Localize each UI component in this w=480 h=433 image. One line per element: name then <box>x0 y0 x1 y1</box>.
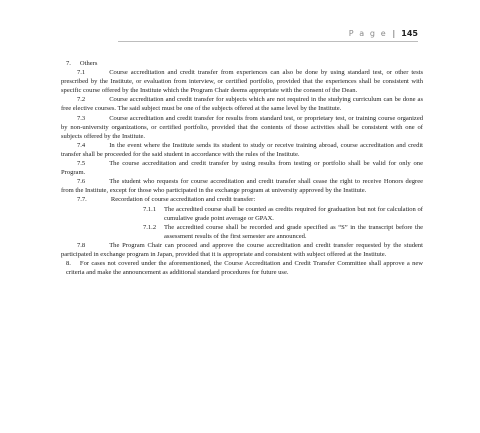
header-rule <box>118 41 418 42</box>
clause-number: 7.4 <box>77 141 86 149</box>
paragraph-7-6 <box>61 177 423 195</box>
clause-number: 7.1 <box>77 69 86 77</box>
page-header <box>349 29 418 38</box>
clause-text: Course accreditation and credit transfer for results from standard test, or proprietary test, or training course organized by non-university organizations, or certified portfolio, provided that the contents of those activities shall be consistent with one of subjects offered by the Institute. <box>61 114 423 140</box>
paragraph-8 <box>61 259 423 277</box>
paragraph-7-7 <box>61 195 423 204</box>
paragraph-7-7-1 <box>61 205 423 223</box>
clause-text: Recordation of course accreditation and credit transfer: <box>110 196 256 204</box>
clause-number: 7.7. <box>77 196 87 204</box>
section-number: 7. <box>66 60 71 67</box>
clause-text: The student who requests for course accreditation and credit transfer shall cease the right to receive Honors degree from the Institute, except for those who participated in the exchange program at university approved by the Institute. <box>61 178 423 195</box>
paragraph-7-5 <box>61 159 423 177</box>
paragraph-7-7-2 <box>61 223 423 241</box>
page-number: 145 <box>401 29 418 38</box>
section-number: 8. <box>66 260 71 268</box>
section-title: Others <box>79 60 98 67</box>
document-body <box>61 59 423 277</box>
clause-number: 7.2 <box>77 96 86 104</box>
clause-number: 7.6 <box>77 178 86 186</box>
clause-text: For cases not covered under the aforementioned, the Course Accreditation and Credit Transfer Committee shall approve a new criteria and make the announcement as additional standard procedures for future use. <box>66 260 423 277</box>
paragraph-7-1 <box>61 68 423 95</box>
header-separator: | <box>392 29 396 38</box>
clause-text: Course accreditation and credit transfer from experiences can also be done by using standard test, or other tests prescribed by the Institute, or evaluation from interview, or certified portfolio, provided that the experiences shall be consistent with specific course offered by the Institute which the Program Chair deems appropriate with the consent of the Dean. <box>61 69 423 95</box>
clause-number: 7.3 <box>77 114 86 122</box>
clause-number: 7.1.2 <box>143 223 157 231</box>
clause-text: Course accreditation and credit transfer for subjects which are not required in the studying curriculum can be done as free elective courses. The said subject must be one of the subjects offered at the same level by the Institute. <box>61 96 423 113</box>
clause-number: 7.8 <box>77 241 86 249</box>
clause-number: 7.5 <box>77 160 86 168</box>
clause-text: In the event where the Institute sends its student to study or receive training abroad, course accreditation and credit transfer shall be proceeded for the said student in accordance with the rules of the Institute. <box>61 141 423 158</box>
paragraph-7-2 <box>61 95 423 113</box>
clause-text: The accredited course shall be counted as credits required for graduation but not for calculation of cumulative grade point average or GPAX. <box>164 205 423 222</box>
clause-text: The accredited course shall be recorded and grade specified as “S” in the transcript before the assessment results of the first semester are announced. <box>164 223 423 240</box>
section-heading-7 <box>61 59 423 68</box>
paragraph-7-3 <box>61 114 423 141</box>
clause-number: 7.1.1 <box>143 205 157 213</box>
paragraph-7-4 <box>61 141 423 159</box>
clause-text: The course accreditation and credit transfer by using results from testing or portfolio shall be valid for only one Program. <box>61 160 423 177</box>
paragraph-7-8 <box>61 241 423 259</box>
page-label: P a g e <box>348 29 388 38</box>
clause-text: The Program Chair can proceed and approve the course accreditation and credit transfer requested by the student participated in exchange program in Japan, provided that it is appropriate and consistent with subject offered at the Institute. <box>61 241 423 258</box>
